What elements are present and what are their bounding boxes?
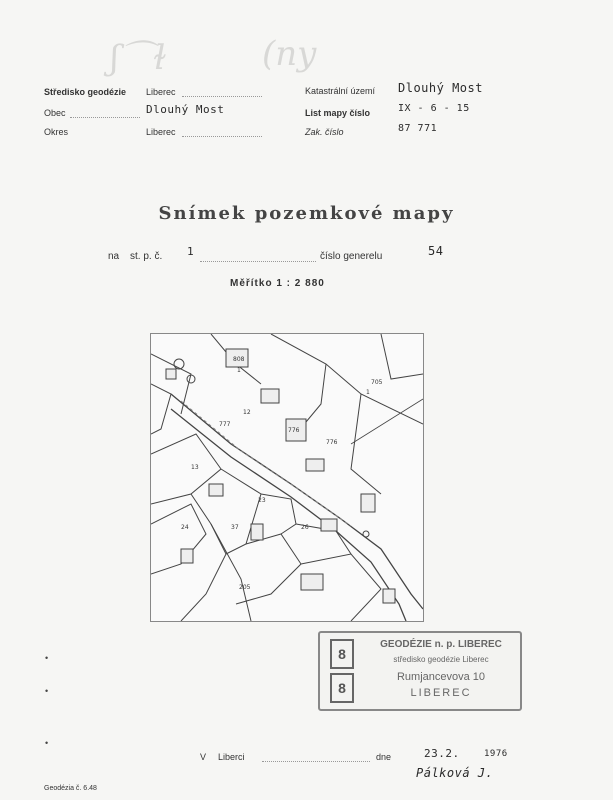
stamp-line-2: středisko geodézie Liberec [393, 655, 489, 664]
stpc-value: 1 [187, 245, 195, 258]
map-label: 777 [219, 421, 231, 428]
dotted-line [70, 117, 140, 118]
signature: Pálková J. [416, 766, 494, 780]
stredisko-label: Středisko geodézie [44, 87, 127, 97]
map-label: 776 [326, 439, 338, 446]
map-label: 24 [181, 524, 189, 531]
katastr-label: Katastrální území [305, 86, 376, 96]
okres-value: Liberec [146, 127, 176, 137]
na-label: na [108, 251, 120, 262]
map-label: 1 [366, 389, 370, 396]
map-label: 776 [288, 427, 300, 434]
dotted-line [182, 136, 262, 137]
stamp-number-top: 8 [330, 639, 354, 669]
map-label: 205 [239, 584, 251, 591]
map-label: 12 [243, 409, 251, 416]
scale-label: Měřítko 1 : 2 880 [230, 278, 325, 289]
okres-label: Okres [44, 127, 69, 137]
map-label: 26 [301, 524, 309, 531]
cadastral-map [150, 333, 424, 622]
map-label: 808 [233, 356, 245, 363]
zak-label: Zak. číslo [305, 127, 344, 137]
form-code: Geodézia č. 6.48 [44, 785, 97, 792]
map-label: 705 [371, 379, 383, 386]
stredisko-value: Liberec [146, 87, 176, 97]
margin-mark: • [45, 686, 49, 696]
dne-label: dne [376, 752, 392, 762]
stamp-line-3: Rumjancevova 10 [396, 671, 486, 683]
dotted-line [200, 261, 316, 262]
margin-mark: • [45, 653, 49, 663]
generel-label: číslo generelu [320, 251, 383, 262]
obec-label: Obec [44, 108, 66, 118]
stpc-label: st. p. č. [130, 251, 163, 262]
stamp-line-4: LIBEREC [410, 687, 472, 699]
generel-value: 54 [428, 244, 444, 258]
year-value: 1976 [484, 749, 508, 759]
place-value: Liberci [218, 752, 245, 762]
list-label: List mapy číslo [305, 108, 371, 118]
date-value: 23.2. [424, 747, 460, 760]
margin-mark: • [45, 738, 49, 748]
katastr-value: Dlouhý Most [398, 81, 483, 95]
page-title: Snímek pozemkové mapy [158, 203, 455, 224]
dotted-line [262, 761, 370, 762]
map-drawing [151, 334, 423, 621]
faded-handwriting: ʃ⌒ɫ [110, 38, 167, 78]
geodesy-stamp [318, 631, 522, 711]
stamp-line-1: GEODÉZIE n. p. LIBEREC [380, 639, 502, 650]
dotted-line [182, 96, 262, 97]
map-label: 37 [231, 524, 239, 531]
list-value: IX - 6 - 15 [398, 103, 470, 114]
faded-handwriting: (ny [262, 34, 317, 74]
map-label: 1 [237, 367, 241, 374]
map-label: 23 [258, 497, 266, 504]
obec-value: Dlouhý Most [146, 103, 225, 116]
zak-value: 87 771 [398, 123, 438, 134]
stamp-number-bottom: 8 [330, 673, 354, 703]
v-label: V [200, 752, 207, 762]
map-label: 13 [191, 464, 199, 471]
